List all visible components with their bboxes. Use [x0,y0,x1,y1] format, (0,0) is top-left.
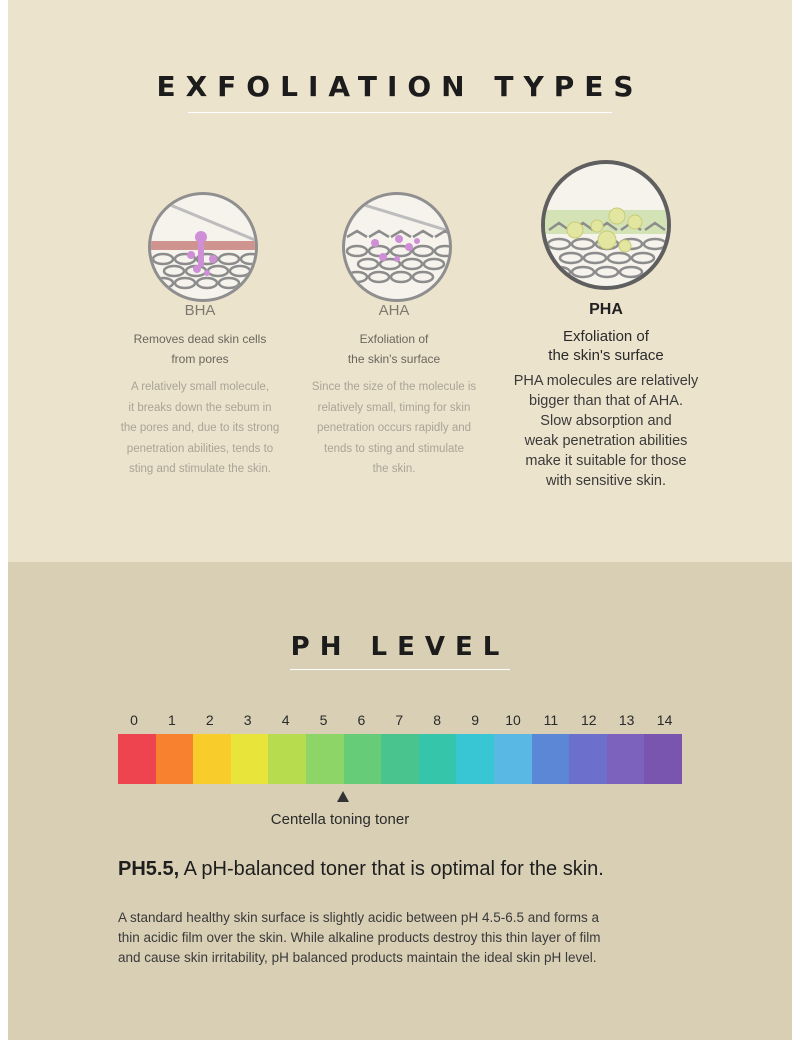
ph-headline-strong: PH5.5, [118,858,180,880]
type-subtitle [496,327,716,365]
subtitle-line: the skin's surface [347,352,441,366]
ph-scale-number: 1 [167,712,176,728]
ph-scale-number: 7 [395,712,404,728]
exfoliation-type-bha [100,302,300,480]
ph-level-title: PH LEVEL [290,632,510,662]
exfoliation-type-aha [294,302,494,480]
ph-scale-number: 14 [656,712,673,728]
description-line: with sensitive skin. [545,473,667,489]
description-line: it breaks down the sebum in [128,401,272,414]
type-subtitle [294,329,494,369]
description-line: penetration abilities, tends to [126,442,274,455]
ph-scale-number: 9 [471,712,479,728]
description-line: the pores and, due to its strong [120,422,280,434]
description-line: Slow absorption and [540,413,672,429]
ph-scale-number: 5 [319,712,328,728]
type-description [294,377,494,480]
description-line: A relatively small molecule, [130,381,270,393]
ph-headline [118,858,604,881]
ph-color-scale [118,734,682,784]
aha-skin-cross-section-icon [342,192,452,302]
description-line: weak penetration abilities [524,433,688,449]
description-line: penetration occurs rapidly and [316,422,472,434]
paragraph-line: A standard healthy skin surface is slightly acidic between pH 4.5-6.5 and forms a [118,910,600,925]
ph-scale-number: 6 [357,712,366,728]
description-line: tends to sting and stimulate [324,442,464,455]
ph-scale-number: 4 [281,712,290,728]
description-line: relatively small, timing for skin [317,401,471,414]
bha-skin-cross-section-icon [148,192,258,302]
ph-scale-number: 2 [205,712,214,728]
ph-description [118,908,698,968]
ph-marker-triangle-icon [337,791,349,802]
description-line: Since the size of the molecule is [311,381,477,393]
subtitle-line: Exfoliation of [359,332,429,346]
subtitle-line: the skin's surface [548,347,664,364]
ph-scale-segment [231,734,269,784]
paragraph-line: thin acidic film over the skin. While alkaline products destroy this thin layer of film [118,930,601,945]
ph-scale-segment [644,734,682,784]
subtitle-line: Removes dead skin cells [133,332,267,346]
ph-scale-number: 3 [243,712,252,728]
exfoliation-title-underline [188,112,612,113]
ph-scale-segment [118,734,156,784]
ph-scale-number: 13 [618,712,635,728]
description-line: bigger than that of AHA. [529,393,683,409]
ph-scale-number: 10 [505,712,521,728]
ph-scale-segment [456,734,494,784]
description-line: make it suitable for those [525,453,687,469]
ph-headline-rest: A pH-balanced toner that is optimal for the skin. [179,858,604,880]
ph-scale-segment [419,734,457,784]
ph-scale-segment [344,734,382,784]
description-line: sting and stimulate the skin. [129,463,271,475]
ph-scale-segment [569,734,607,784]
subtitle-line: from pores [171,352,229,366]
ph-scale-segment [268,734,306,784]
type-name: PHA [589,301,623,318]
ph-scale-segment [494,734,532,784]
type-name: AHA [378,302,410,319]
pha-skin-cross-section-icon [541,160,671,290]
ph-scale-segment [381,734,419,784]
ph-scale-segment [532,734,570,784]
type-name: BHA [184,302,216,319]
type-subtitle [100,329,300,369]
subtitle-line: Exfoliation of [563,328,649,345]
description-line: the skin. [372,463,416,475]
ph-scale-segment [156,734,194,784]
type-description [100,377,300,480]
paragraph-line: and cause skin irritability, pH balanced products maintain the ideal skin pH level. [118,950,597,965]
type-description [496,371,716,491]
ph-scale-number: 0 [130,712,138,728]
ph-scale-number: 12 [581,712,597,728]
exfoliation-type-pha [496,301,716,491]
ph-title-underline [290,669,510,670]
ph-scale-number: 11 [543,712,559,728]
ph-scale-segment [193,734,231,784]
ph-marker-label: Centella toning toner [270,811,410,828]
ph-scale-segment [306,734,344,784]
exfoliation-title: EXFOLIATION TYPES [156,70,644,103]
ph-scale-number: 8 [433,712,442,728]
description-line: PHA molecules are relatively [513,373,699,389]
ph-scale-segment [607,734,645,784]
